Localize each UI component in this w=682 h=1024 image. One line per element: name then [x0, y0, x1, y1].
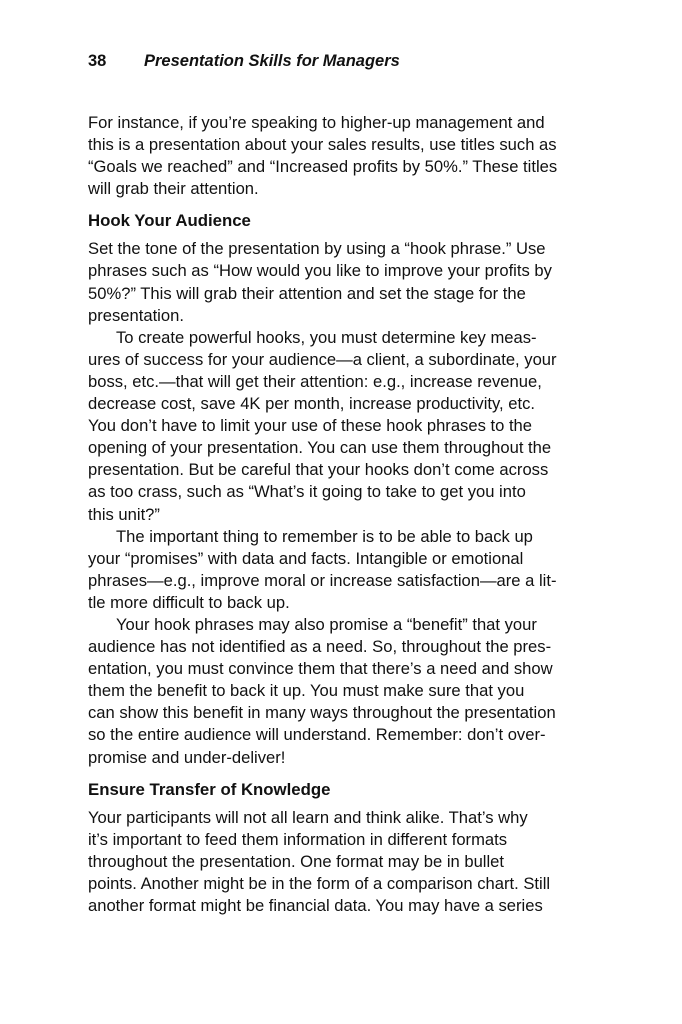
text-line: presentation. But be careful that your hooks don’t come across [88, 460, 549, 480]
text-line: promise and under-deliver! [88, 747, 286, 767]
running-head [88, 52, 608, 71]
hook-paragraph-4 [88, 614, 600, 769]
intro-paragraph [88, 112, 600, 200]
hook-paragraph-3 [88, 526, 600, 614]
section-heading-hook-your-audience: Hook Your Audience [88, 211, 251, 231]
text-line: 50%?” This will grab their attention and set the stage for the [88, 283, 526, 303]
text-line: throughout the presentation. One format may be in bullet [88, 851, 505, 871]
text-line: will grab their attention. [88, 179, 259, 199]
hook-paragraph-2 [88, 327, 600, 526]
text-line: this is a presentation about your sales results, use titles such as [88, 135, 557, 155]
text-line: Set the tone of the presentation by using a “hook phrase.” Use [88, 239, 546, 259]
running-title: Presentation Skills for Managers [144, 52, 400, 70]
text-line: points. Another might be in the form of a comparison chart. Still [88, 873, 551, 893]
text-line: phrases such as “How would you like to improve your profits by [88, 261, 552, 281]
text-line: entation, you must convince them that there’s a need and show [88, 659, 553, 679]
hook-paragraph-1 [88, 238, 600, 326]
text-line: can show this benefit in many ways throughout the presentation [88, 703, 556, 723]
text-line: The important thing to remember is to be able to back up [116, 526, 533, 546]
text-line: You don’t have to limit your use of these hook phrases to the [88, 416, 533, 436]
text-line: “Goals we reached” and “Increased profits by 50%.” These titles [88, 157, 558, 177]
text-line: opening of your presentation. You can use them throughout the [88, 438, 552, 458]
text-line: For instance, if you’re speaking to higher-up management and [88, 113, 545, 132]
text-line: ures of success for your audience—a client, a subordinate, your [88, 349, 557, 369]
text-line: tle more difficult to back up. [88, 592, 290, 612]
page-number: 38 [88, 52, 107, 70]
text-line: this unit?” [88, 504, 160, 524]
text-line: your “promises” with data and facts. Intangible or emotional [88, 548, 524, 568]
text-line: another format might be financial data. You may have a series [88, 896, 543, 915]
text-line: decrease cost, save 4K per month, increase productivity, etc. [88, 394, 536, 414]
text-line: Your participants will not all learn and think alike. That’s why [88, 807, 528, 827]
text-line: it’s important to feed them information in different formats [88, 829, 508, 849]
text-line: them the benefit to back it up. You must make sure that you [88, 681, 525, 701]
text-line: phrases—e.g., improve moral or increase satisfaction—are a lit- [88, 570, 557, 590]
knowledge-paragraph-1 [88, 807, 600, 917]
text-line: so the entire audience will understand. Remember: don’t over- [88, 725, 546, 745]
section-heading-ensure-transfer-of-knowledge: Ensure Transfer of Knowledge [88, 779, 331, 799]
text-line: as too crass, such as “What’s it going to take to get you into [88, 482, 526, 502]
text-line: To create powerful hooks, you must determine key meas- [116, 327, 537, 347]
text-line: presentation. [88, 305, 184, 325]
text-line: audience has not identified as a need. So, throughout the pres- [88, 637, 552, 657]
page-body [88, 112, 600, 917]
text-line: boss, etc.—that will get their attention: e.g., increase revenue, [88, 371, 542, 391]
text-line: Your hook phrases may also promise a “benefit” that your [116, 614, 537, 634]
